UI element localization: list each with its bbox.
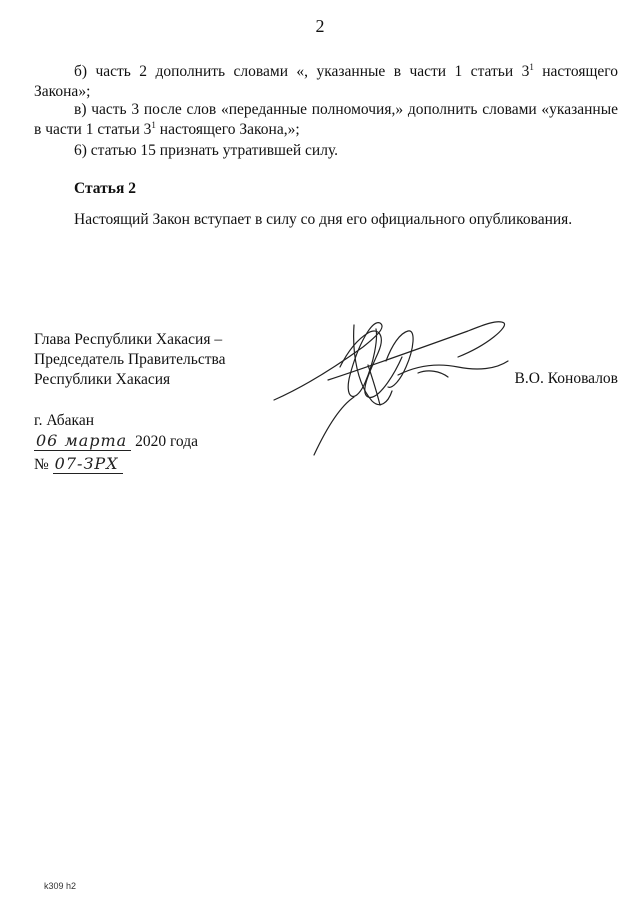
superscript: 1 bbox=[151, 119, 156, 130]
footer-code: k309 h2 bbox=[44, 881, 77, 891]
superscript: 1 bbox=[529, 61, 534, 72]
date-line bbox=[34, 431, 198, 451]
paragraph-v-text-end: настоящего Закона,»; bbox=[155, 121, 300, 138]
page-number: 2 bbox=[315, 16, 325, 36]
signer-title-line: Республики Хакасия bbox=[34, 371, 171, 388]
paragraph-v bbox=[34, 100, 618, 140]
number-sign: № bbox=[34, 456, 49, 473]
paragraph-6: 6) статью 15 признать утратившей силу. bbox=[74, 142, 339, 159]
signer-title bbox=[34, 330, 226, 390]
paragraph-b bbox=[34, 62, 618, 102]
handwritten-signature bbox=[268, 305, 518, 465]
place: г. Абакан bbox=[34, 412, 95, 429]
paragraph-v-text: в) часть 3 после слов «переданные полномочия,» дополнить словами «указанные в части 1 статьи 3 bbox=[34, 101, 618, 138]
signer-title-line: Председатель Правительства bbox=[34, 351, 226, 368]
article-text: Настоящий Закон вступает в силу со дня его официального опубликования. bbox=[74, 211, 573, 228]
paragraph-b-text-end: настоящего Закона»; bbox=[34, 63, 618, 100]
signer-title-line: Глава Республики Хакасия – bbox=[34, 331, 223, 348]
handwritten-date: 06 марта bbox=[34, 431, 131, 451]
signer-name: В.О. Коновалов bbox=[514, 370, 618, 387]
handwritten-number: 07-ЗРХ bbox=[53, 454, 123, 474]
article-heading: Статья 2 bbox=[74, 180, 136, 197]
number-line bbox=[34, 454, 123, 474]
paragraph-b-text: б) часть 2 дополнить словами «, указанные в части 1 статьи 3 bbox=[74, 63, 530, 80]
date-year: 2020 года bbox=[135, 433, 198, 450]
